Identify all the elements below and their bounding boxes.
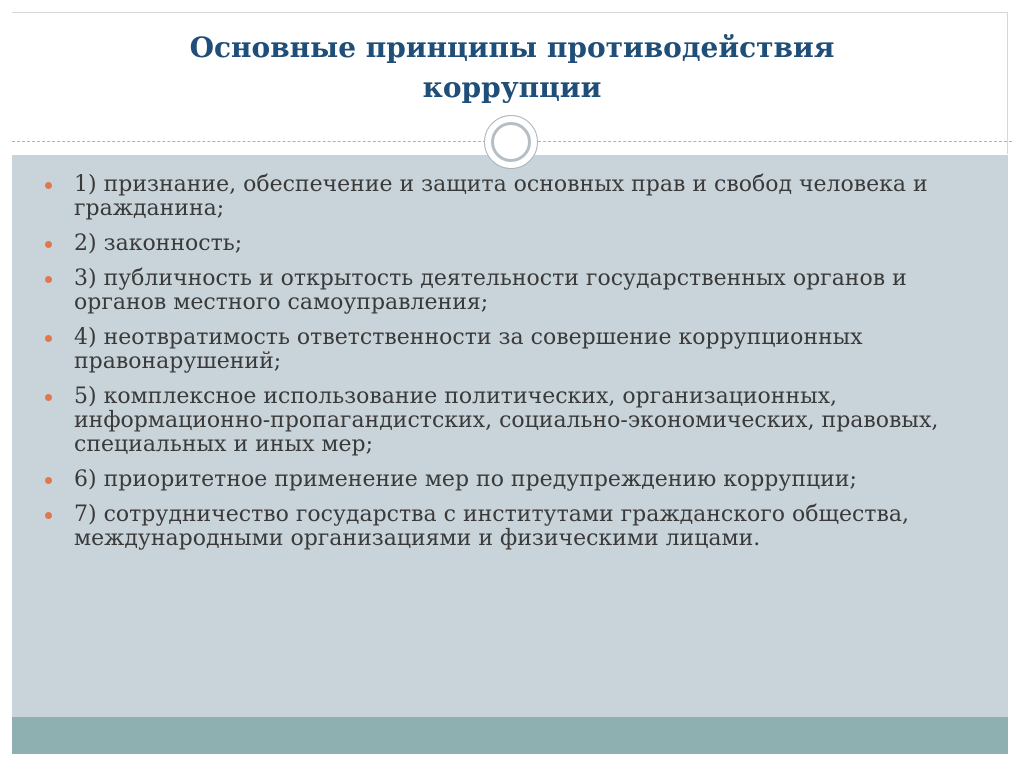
decorative-ring-icon [484,115,538,169]
slide-title-line-2: коррупции [422,71,602,104]
list-item [44,385,964,457]
list-item [44,232,964,256]
list-item-text: 4) неотвратимость ответственности за совершение коррупционных правонарушений; [74,325,863,374]
list-item-text: 3) публичность и открытость деятельности государственных органов и органов местного самоуправления; [74,266,907,315]
bullet-icon [45,394,52,401]
list-item [44,326,964,374]
list-item-text: 7) сотрудничество государства с институтами гражданского общества, международными организациями и физическими лицами. [74,502,909,551]
list-item [44,173,964,221]
bullet-icon [45,182,52,189]
principles-list [44,173,964,562]
bullet-icon [45,512,52,519]
footer-band [12,717,1008,754]
list-item-text: 2) законность; [74,231,243,256]
list-item [44,503,964,551]
list-item-text: 5) комплексное использование политических, организационных, информационно-пропагандистских, социально-экономических, правовых, специальных и иных мер; [74,384,939,457]
list-item-text: 6) приоритетное применение мер по предупреждению коррупции; [74,467,857,492]
list-item-text: 1) признание, обеспечение и защита основных прав и свобод человека и гражданина; [74,172,928,221]
list-item [44,468,964,492]
list-item [44,267,964,315]
bullet-icon [45,477,52,484]
slide-title-line-1: Основные принципы противодействия [189,31,835,64]
bullet-icon [45,241,52,248]
slide-title [40,28,984,108]
bullet-icon [45,276,52,283]
bullet-icon [45,335,52,342]
